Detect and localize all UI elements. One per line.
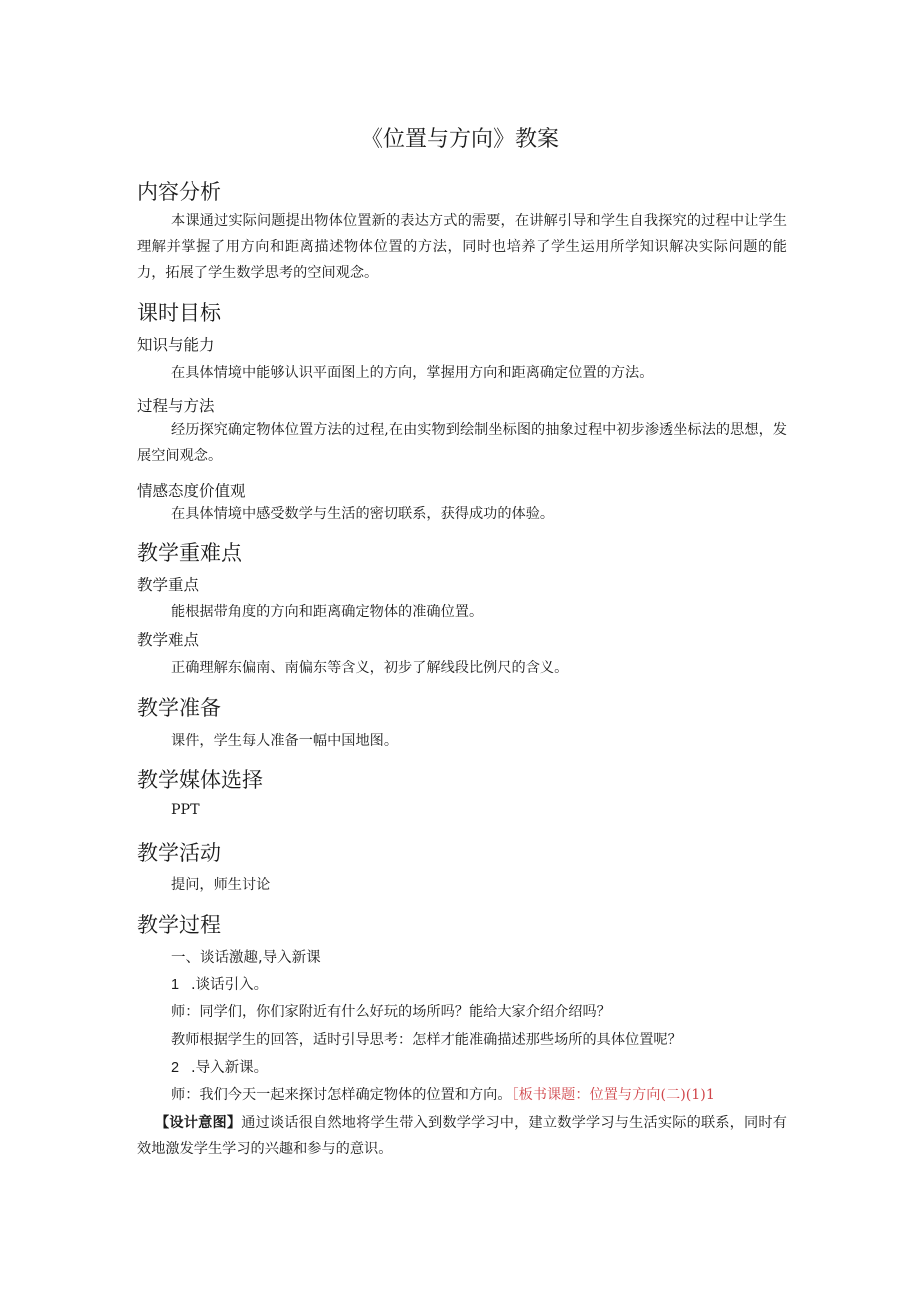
heading-focus: 教学重点 — [137, 576, 200, 594]
heading-objectives: 课时目标 — [137, 301, 221, 325]
heading-media: 教学媒体选择 — [137, 768, 263, 792]
heading-key-points: 教学重难点 — [137, 541, 242, 565]
teacher-line-3-text: 师：我们今天一起来探讨怎样确定物体的位置和方向。 — [171, 1087, 512, 1103]
step-2 — [171, 1056, 268, 1077]
step-1-label: .谈话引入。 — [191, 977, 269, 993]
heading-emotion: 情感态度价值观 — [137, 482, 246, 500]
board-title-note: ［板书课题：位置与方向(二)(1)1 — [511, 1087, 715, 1103]
heading-activity: 教学活动 — [137, 841, 221, 865]
heading-knowledge: 知识与能力 — [137, 336, 215, 354]
step-2-label: .导入新课。 — [191, 1060, 269, 1076]
heading-content-analysis: 内容分析 — [137, 180, 221, 204]
heading-teaching-process: 教学过程 — [137, 913, 221, 937]
teacher-line-1: 师：同学们，你们家附近有什么好玩的场所吗？能给大家介绍介绍吗？ — [171, 1004, 611, 1020]
document-title: 《位置与方向》教案 — [360, 127, 559, 152]
teacher-line-3 — [171, 1084, 791, 1104]
design-intent-label: 【设计意图】 — [155, 1115, 242, 1131]
difficulty-text: 正确理解东偏南、南偏东等含义，初步了解线段比例尺的含义。 — [171, 660, 569, 676]
heading-process-method: 过程与方法 — [137, 397, 215, 415]
heading-preparation: 教学准备 — [137, 696, 221, 720]
emotion-text: 在具体情境中感受数学与生活的密切联系，获得成功的体验。 — [171, 506, 555, 522]
media-text: PPT — [171, 802, 200, 818]
step-1 — [171, 973, 268, 994]
section-intro-heading: 一、谈话激趣,导入新课 — [171, 950, 321, 966]
design-intent-text: 通过谈话很自然地将学生带入到数学学习中，建立数学学习与生活实际的联系，同时有效地激发学生学习的兴趣和参与的意识。 — [137, 1115, 787, 1157]
step-1-number: 1 — [171, 977, 180, 993]
process-method-text: 经历探究确定物体位置方法的过程,在由实物到绘制坐标图的抽象过程中初步渗透坐标法的思想，发展空间观念。 — [137, 422, 787, 464]
heading-difficulty: 教学难点 — [137, 631, 200, 649]
focus-text: 能根据带角度的方向和距离确定物体的准确位置。 — [171, 604, 484, 620]
design-intent — [137, 1110, 787, 1162]
content-analysis-text: 本课通过实际问题提出物体位置新的表达方式的需要，在讲解引导和学生自我探究的过程中让学生理解并掌握了用方向和距离描述物体位置的方法，同时也培养了学生运用所学知识解决实际问题的能力，拓展了学生数学思考的空间观念。 — [137, 213, 787, 281]
preparation-text: 课件，学生每人准备一幅中国地图。 — [171, 733, 399, 749]
activity-text: 提问，师生讨论 — [171, 877, 271, 893]
teacher-line-2: 教师根据学生的回答，适时引导思考：怎样才能准确描述那些场所的具体位置呢？ — [171, 1032, 682, 1048]
step-2-number: 2 — [171, 1060, 180, 1076]
knowledge-text: 在具体情境中能够认识平面图上的方向，掌握用方向和距离确定位置的方法。 — [171, 365, 654, 381]
